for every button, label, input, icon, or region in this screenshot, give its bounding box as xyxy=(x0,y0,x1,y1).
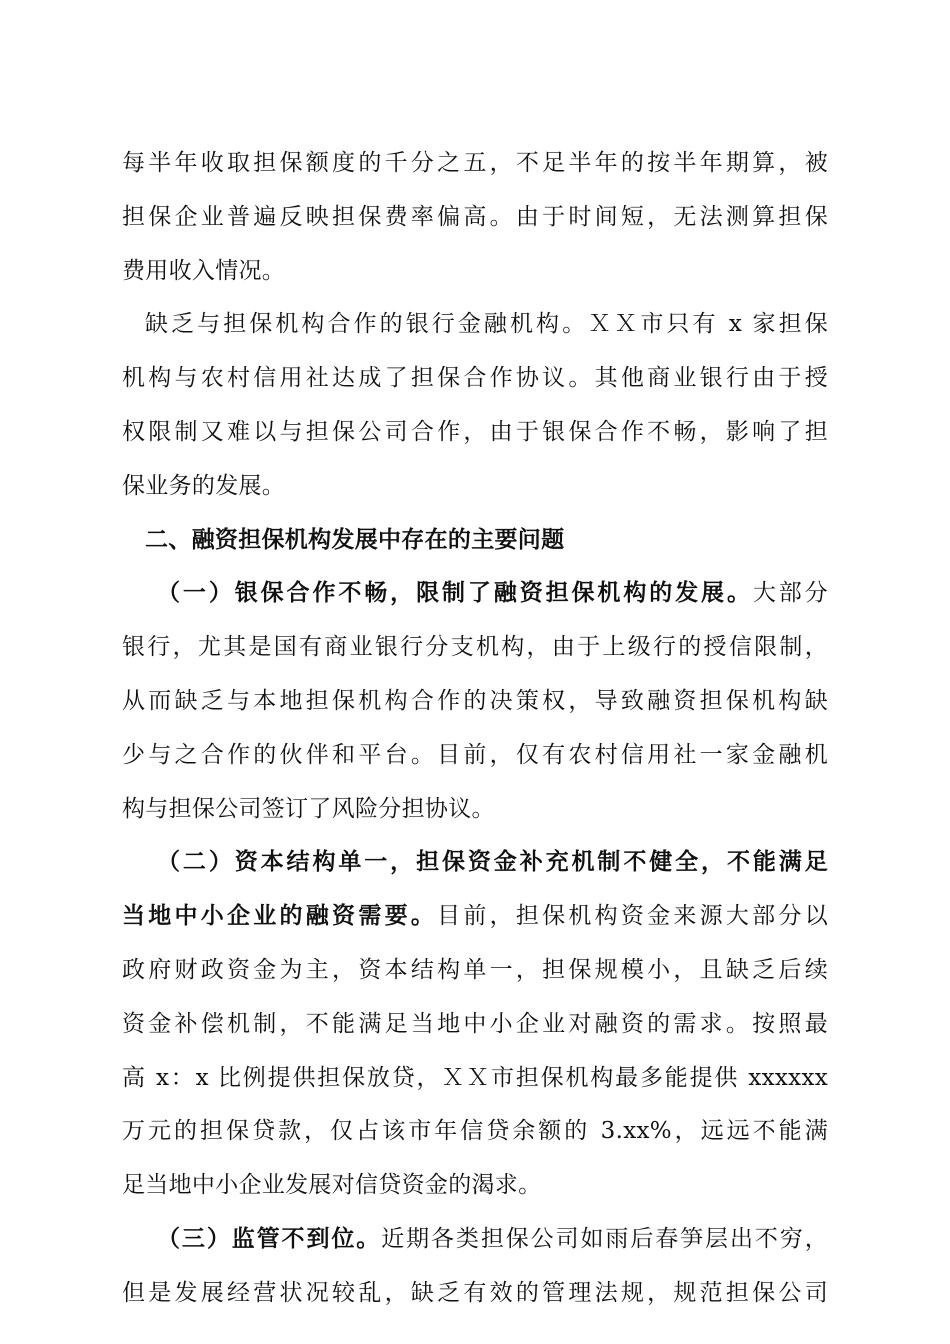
paragraph-line: 保业务的发展。 xyxy=(122,472,286,499)
paragraph-line: 费用收入情况。 xyxy=(122,257,286,284)
paragraph-line: 缺乏与担保机构合作的银行金融机构。ＸＸ市只有 x 家担保 xyxy=(145,311,828,338)
paragraph-line: 高 x：x 比例提供担保放贷，ＸＸ市担保机构最多能提供 xxxxxx xyxy=(122,1064,828,1091)
paragraph-line: 万元的担保贷款，仅占该市年信贷余额的 3.xx%，远远不能满 xyxy=(122,1118,828,1145)
paragraph-line: 足当地中小企业发展对信贷资金的渴求。 xyxy=(122,1172,542,1199)
paragraph-line: 每半年收取担保额度的千分之五，不足半年的按半年期算，被 xyxy=(122,150,828,176)
paragraph-line: 当地中小企业的融资需要。目前，担保机构资金来源大部分以 xyxy=(122,903,828,930)
subheading-text: 当地中小企业的融资需要。 xyxy=(122,903,438,930)
subheading-text: （三）监管不到位。 xyxy=(157,1225,382,1252)
paragraph-line: （一）银保合作不畅，限制了融资担保机构的发展。大部分 xyxy=(157,580,828,607)
paragraph-line: 政府财政资金为主，资本结构单一，担保规模小，且缺乏后续 xyxy=(122,956,828,983)
paragraph-line: 资金补偿机制，不能满足当地中小企业对融资的需求。按照最 xyxy=(122,1010,828,1037)
paragraph-line xyxy=(122,836,828,890)
body-text xyxy=(122,137,828,1321)
paragraph-line: 担保企业普遍反映担保费率偏高。由于时间短，无法测算担保 xyxy=(122,203,828,230)
paragraph-line: 机构与农村信用社达成了担保合作协议。其他商业银行由于授 xyxy=(122,365,828,392)
section-heading: 二、融资担保机构发展中存在的主要问题 xyxy=(145,526,565,553)
subheading-text: （二）资本结构单一，担保资金补充机制不健全，不能满足 xyxy=(157,849,828,876)
paragraph-line: 但是发展经营状况较乱，缺乏有效的管理法规，规范担保公司 xyxy=(122,1279,828,1306)
paragraph-line: 权限制又难以与担保公司合作，由于银保合作不畅，影响了担 xyxy=(122,418,828,445)
paragraph-line: 构与担保公司签订了风险分担协议。 xyxy=(122,795,495,822)
paragraph-line: 银行，尤其是国有商业银行分支机构，由于上级行的授信限制， xyxy=(122,634,828,661)
paragraph-line: 从而缺乏与本地担保机构合作的决策权，导致融资担保机构缺 xyxy=(122,687,828,714)
paragraph-line: 少与之合作的伙伴和平台。目前，仅有农村信用社一家金融机 xyxy=(122,741,828,768)
subheading-text: （一）银保合作不畅，限制了融资担保机构的发展。 xyxy=(157,580,753,607)
paragraph-line: （三）监管不到位。近期各类担保公司如雨后春笋层出不穷， xyxy=(157,1225,828,1252)
